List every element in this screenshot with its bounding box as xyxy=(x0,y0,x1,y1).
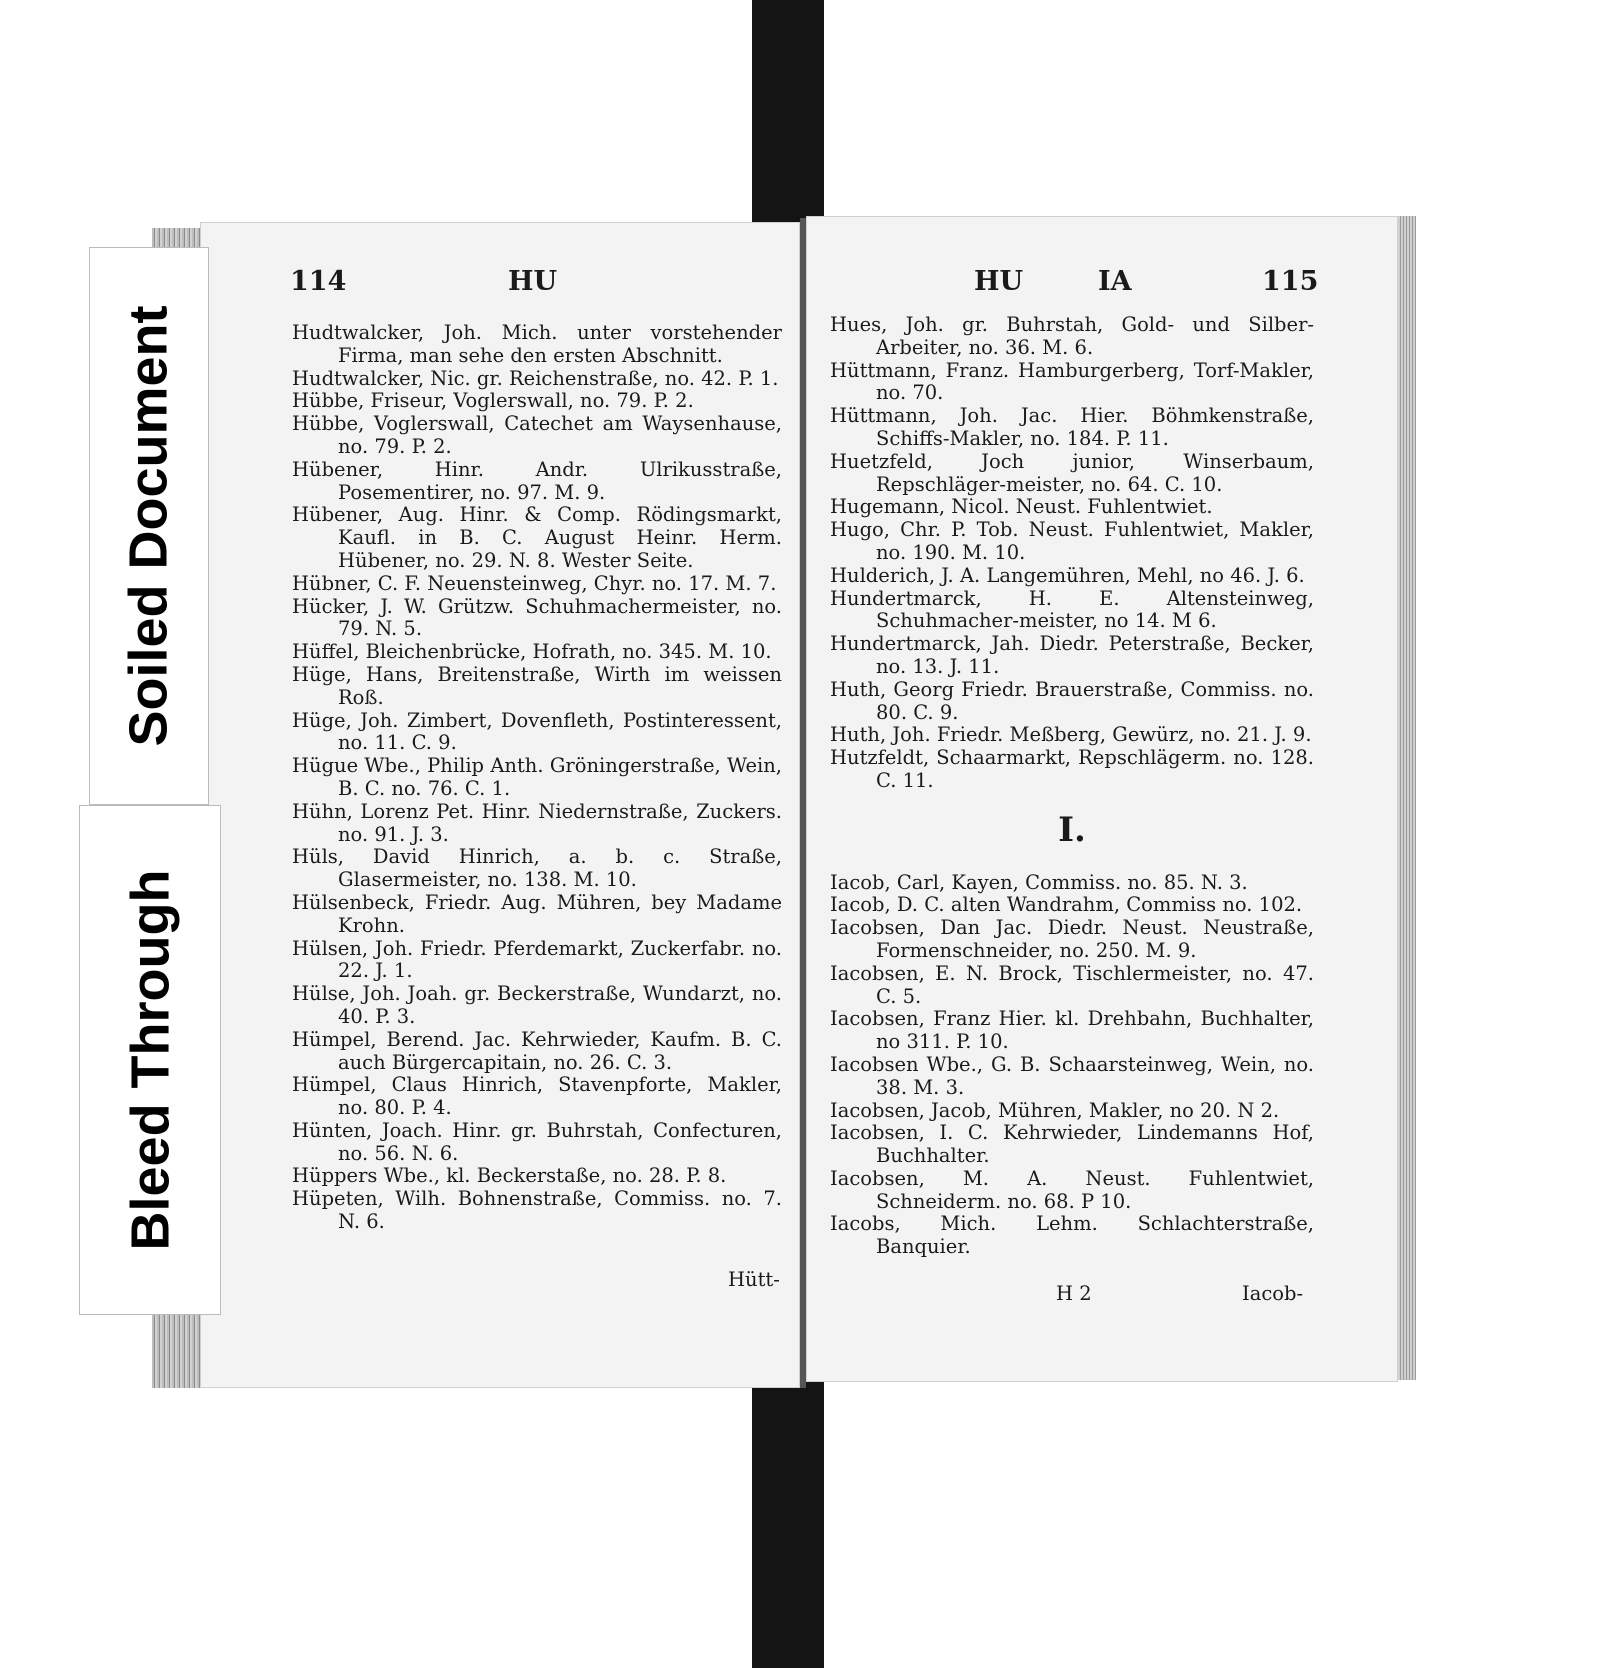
directory-entry: Hüttmann, Joh. Jac. Hier. Böhmkenstraße, Schiffs-Makler, no. 184. P. 11. xyxy=(830,404,1314,450)
directory-entry: Hünten, Joach. Hinr. gr. Buhrstah, Confecturen, no. 56. N. 6. xyxy=(292,1118,782,1165)
right-catchword: Iacob- xyxy=(1242,1282,1304,1305)
directory-entry: Huth, Joh. Friedr. Meßberg, Gewürz, no. 21. J. 9. xyxy=(830,723,1312,747)
directory-entry: Iacobsen, Jacob, Mühren, Makler, no 20. N 2. xyxy=(830,1098,1280,1122)
bleed-through-label xyxy=(80,806,220,1314)
left-running-head: HU xyxy=(508,266,558,297)
directory-entry: Hulderich, J. A. Langemühren, Mehl, no 46. J. 6. xyxy=(830,563,1305,587)
directory-entry: Iacob, Carl, Kayen, Commiss. no. 85. N. 3. xyxy=(830,870,1248,894)
directory-entry: Hüttmann, Franz. Hamburgerberg, Torf-Makler, no. 70. xyxy=(830,358,1314,405)
left-catchword: Hütt- xyxy=(728,1268,780,1291)
directory-entry: Huetzfeld, Joch junior, Winserbaum, Repschläger-meister, no. 64. C. 10. xyxy=(830,449,1314,496)
right-running-head-1: HU xyxy=(974,266,1024,297)
directory-entry: Iacob, D. C. alten Wandrahm, Commiss no. 102. xyxy=(830,893,1303,917)
directory-entry: Hübener, Aug. Hinr. & Comp. Rödingsmarkt, Kaufl. in B. C. August Heinr. Herm. Hübener, no. 29. N. 8. Wester Seite. xyxy=(292,503,782,572)
directory-entry: Iacobsen Wbe., G. B. Schaarsteinweg, Wein, no. 38. M. 3. xyxy=(830,1052,1314,1099)
book-edge-right xyxy=(1398,216,1416,1380)
directory-entry: Hüffel, Bleichenbrücke, Hofrath, no. 345. M. 10. xyxy=(292,640,772,664)
directory-entry: Hues, Joh. gr. Buhrstah, Gold- und Silber-Arbeiter, no. 36. M. 6. xyxy=(830,313,1314,359)
directory-entry: Hugo, Chr. P. Tob. Neust. Fuhlentwiet, Makler, no. 190. M. 10. xyxy=(830,518,1314,564)
directory-entry: Hutzfeldt, Schaarmarkt, Repschlägerm. no. 128. C. 11. xyxy=(830,746,1314,792)
directory-entry: Hudtwalcker, Joh. Mich. unter vorstehender Firma, man sehe den ersten Abschnitt. xyxy=(292,321,782,367)
bleed-through-text: Bleed Through xyxy=(120,869,181,1251)
right-entry-list xyxy=(830,314,1314,1259)
left-entry-list xyxy=(292,322,782,1234)
right-running-head-2: IA xyxy=(1098,266,1132,297)
directory-entry: Hübener, Hinr. Andr. Ulrikusstraße, Posementirer, no. 97. M. 9. xyxy=(292,457,782,504)
directory-entry: Iacobsen, E. N. Brock, Tischlermeister, no. 47. C. 5. xyxy=(830,961,1314,1008)
directory-entry: Hundertmarck, H. E. Altensteinweg, Schuhmacher-meister, no 14. M 6. xyxy=(830,586,1314,633)
directory-entry: Huth, Georg Friedr. Brauerstraße, Commiss. no. 80. C. 9. xyxy=(830,677,1314,724)
signature-mark: H 2 xyxy=(1056,1282,1092,1305)
directory-entry: Iacobsen, Franz Hier. kl. Drehbahn, Buchhalter, no 311. P. 10. xyxy=(830,1007,1314,1054)
directory-entry: Hülsen, Joh. Friedr. Pferdemarkt, Zuckerfabr. no. 22. J. 1. xyxy=(292,936,782,983)
directory-entry: Hübbe, Voglerswall, Catechet am Waysenhause, no. 79. P. 2. xyxy=(292,412,782,458)
soiled-document-label xyxy=(90,248,208,804)
directory-entry: Hüls, David Hinrich, a. b. c. Straße, Glasermeister, no. 138. M. 10. xyxy=(292,845,782,892)
directory-entry: Iacobsen, I. C. Kehrwieder, Lindemanns Hof, Buchhalter. xyxy=(830,1121,1314,1168)
directory-entry: Hugemann, Nicol. Neust. Fuhlentwiet. xyxy=(830,495,1213,519)
book-gutter xyxy=(800,218,806,1388)
directory-entry: Hülsenbeck, Friedr. Aug. Mühren, bey Madame Krohn. xyxy=(292,890,782,937)
directory-entry: Iacobsen, M. A. Neust. Fuhlentwiet, Schneiderm. no. 68. P 10. xyxy=(830,1166,1314,1213)
soiled-document-text: Soiled Document xyxy=(119,305,180,747)
section-heading-i: I. xyxy=(1058,809,1086,850)
directory-entry: Hüpeten, Wilh. Bohnenstraße, Commiss. no. 7. N. 6. xyxy=(292,1187,782,1234)
directory-entry: Hüppers Wbe., kl. Beckerstaße, no. 28. P. 8. xyxy=(292,1164,727,1188)
directory-entry: Hübner, C. F. Neuensteinweg, Chyr. no. 17. M. 7. xyxy=(292,571,777,595)
left-page-number: 114 xyxy=(290,266,347,297)
directory-entry: Hümpel, Claus Hinrich, Stavenpforte, Makler, no. 80. P. 4. xyxy=(292,1073,782,1120)
directory-entry: Hudtwalcker, Nic. gr. Reichenstraße, no. 42. P. 1. xyxy=(292,366,779,390)
directory-entry: Hügue Wbe., Philip Anth. Gröningerstraße, Wein, B. C. no. 76. C. 1. xyxy=(292,754,782,800)
directory-entry: Hülse, Joh. Joah. gr. Beckerstraße, Wundarzt, no. 40. P. 3. xyxy=(292,982,782,1028)
right-page-number: 115 xyxy=(1262,266,1319,297)
directory-entry: Hümpel, Berend. Jac. Kehrwieder, Kaufm. B. C. auch Bürgercapitain, no. 26. C. 3. xyxy=(292,1027,782,1074)
directory-entry: Iacobsen, Dan Jac. Diedr. Neust. Neustraße, Formenschneider, no. 250. M. 9. xyxy=(830,916,1314,962)
directory-entry: Hühn, Lorenz Pet. Hinr. Niedernstraße, Zuckers. no. 91. J. 3. xyxy=(292,799,782,846)
directory-entry: Hüge, Hans, Breitenstraße, Wirth im weissen Roß. xyxy=(292,662,782,709)
directory-entry: Hüge, Joh. Zimbert, Dovenfleth, Postinteressent, no. 11. C. 9. xyxy=(292,708,782,755)
directory-entry: Hundertmarck, Jah. Diedr. Peterstraße, Becker, no. 13. J. 11. xyxy=(830,632,1314,678)
directory-entry: Iacobs, Mich. Lehm. Schlachterstraße, Banquier. xyxy=(830,1212,1314,1259)
directory-entry: Hücker, J. W. Grützw. Schuhmachermeister, no. 79. N. 5. xyxy=(292,594,782,641)
directory-entry: Hübbe, Friseur, Voglerswall, no. 79. P. 2. xyxy=(292,389,694,413)
